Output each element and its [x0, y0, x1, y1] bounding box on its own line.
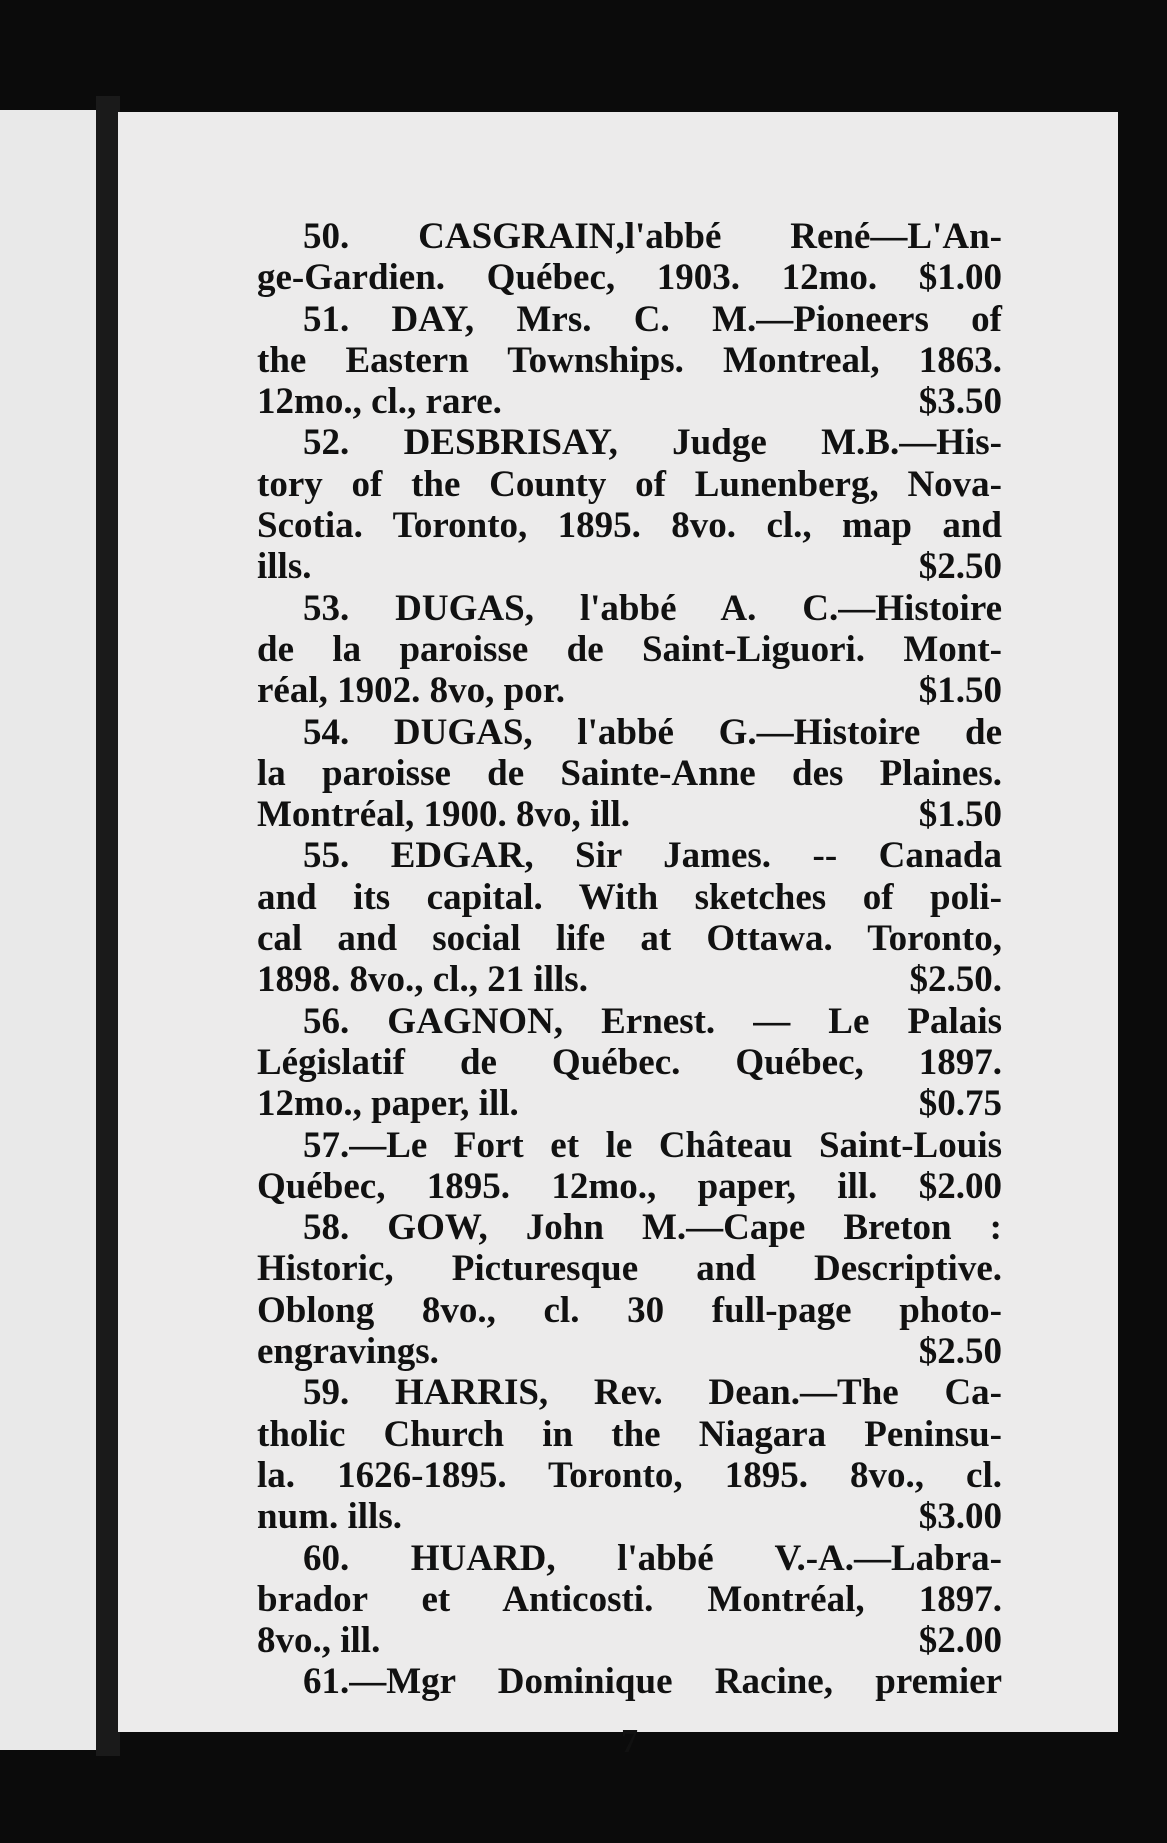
entry-heading-line: 53. DUGAS, l'abbé A. C.—Histoire	[303, 587, 1002, 629]
entry-price-line	[257, 1620, 1002, 1661]
entry-heading-line: 51. DAY, Mrs. C. M.—Pioneers of	[303, 298, 1002, 340]
catalogue-entry	[257, 712, 1002, 836]
catalogue-entry	[257, 1661, 1002, 1702]
entry-text-line: cal and social life at Ottawa. Toronto,	[257, 918, 1002, 960]
entry-price-line	[257, 670, 1002, 711]
entry-price: $2.00	[918, 1620, 1002, 1662]
entry-price: $0.75	[918, 1083, 1002, 1125]
entry-text-line: réal, 1902. 8vo, por.	[257, 670, 565, 712]
catalogue-entry	[257, 1372, 1002, 1537]
entry-price: $3.00	[918, 1496, 1002, 1538]
catalogue-entries	[257, 216, 1002, 1760]
entry-price-line	[257, 794, 1002, 835]
page-number: 7	[621, 1723, 638, 1760]
catalogue-entry	[257, 422, 1002, 587]
entry-text-line: 1898. 8vo., cl., 21 ills.	[257, 959, 588, 1001]
entry-heading-line: 50. CASGRAIN,l'abbé René—L'An-	[303, 216, 1002, 257]
entry-text-line: Oblong 8vo., cl. 30 full-page photo-	[257, 1289, 1002, 1331]
entry-heading-line: 56. GAGNON, Ernest. — Le Palais	[303, 1000, 1002, 1042]
entry-text-line: Historic, Picturesque and Descriptive.	[257, 1248, 1002, 1290]
catalogue-entry	[257, 1125, 1002, 1208]
entry-price: $2.50	[918, 546, 1002, 588]
left-page-edge	[0, 110, 110, 1750]
entry-heading-line: 60. HUARD, l'abbé V.-A.—Labra-	[303, 1537, 1002, 1579]
entry-price-line	[257, 381, 1002, 422]
entry-price: $1.50	[918, 670, 1002, 712]
entry-price: $2.50	[918, 1331, 1002, 1373]
book-spine	[96, 96, 120, 1756]
entry-text-line: tholic Church in the Niagara Peninsu-	[257, 1413, 1002, 1455]
entry-text-line: 12mo., cl., rare.	[257, 381, 502, 423]
entry-price-line	[257, 1331, 1002, 1372]
entry-text-line: brador et Anticosti. Montréal, 1897.	[257, 1578, 1002, 1620]
entry-price: $3.50	[918, 381, 1002, 423]
entry-price-line	[257, 546, 1002, 587]
entry-text-line: Montréal, 1900. 8vo, ill.	[257, 794, 631, 836]
entry-text-line: de la paroisse de Saint-Liguori. Mont-	[257, 628, 1002, 670]
catalogue-entry	[257, 588, 1002, 712]
catalogue-entry	[257, 1538, 1002, 1662]
entry-text-line: ge-Gardien. Québec, 1903. 12mo. $1.00	[257, 257, 1002, 299]
catalogue-entry	[257, 1001, 1002, 1125]
entry-text-line: Québec, 1895. 12mo., paper, ill. $2.00	[257, 1165, 1002, 1207]
entry-text-line: engravings.	[257, 1331, 439, 1373]
entry-price-line	[257, 1496, 1002, 1537]
entry-heading-line: 61.—Mgr Dominique Racine, premier	[303, 1661, 1002, 1703]
entry-text-line: Scotia. Toronto, 1895. 8vo. cl., map and	[257, 505, 1002, 547]
entry-price-line	[257, 1083, 1002, 1124]
entry-text-line: tory of the County of Lunenberg, Nova-	[257, 463, 1002, 505]
entry-heading-line: 55. EDGAR, Sir James. -- Canada	[303, 835, 1002, 877]
entry-text-line: 12mo., paper, ill.	[257, 1083, 519, 1125]
entry-text-line: la. 1626-1895. Toronto, 1895. 8vo., cl.	[257, 1454, 1002, 1496]
catalogue-entry	[257, 216, 1002, 299]
entry-heading-line: 54. DUGAS, l'abbé G.—Histoire de	[303, 711, 1002, 753]
entry-text-line: ills.	[257, 546, 312, 588]
entry-text-line: 8vo., ill.	[257, 1620, 381, 1662]
entry-price: $1.50	[918, 794, 1002, 836]
entry-text-line: the Eastern Townships. Montreal, 1863.	[257, 339, 1002, 381]
entry-heading-line: 58. GOW, John M.—Cape Breton :	[303, 1207, 1002, 1249]
entry-text-line: la paroisse de Sainte-Anne des Plaines.	[257, 752, 1002, 794]
entry-text-line: num. ills.	[257, 1496, 402, 1538]
entry-price: $2.50.	[909, 959, 1002, 1001]
entry-text-line: Législatif de Québec. Québec, 1897.	[257, 1041, 1002, 1083]
catalogue-entry	[257, 299, 1002, 423]
entry-text-line: and its capital. With sketches of poli-	[257, 876, 1002, 918]
entry-heading-line: 59. HARRIS, Rev. Dean.—The Ca-	[303, 1372, 1002, 1414]
catalogue-entry	[257, 835, 1002, 1000]
entry-heading-line: 57.—Le Fort et le Château Saint-Louis	[303, 1124, 1002, 1166]
entry-heading-line: 52. DESBRISAY, Judge M.B.—His-	[303, 422, 1002, 464]
entry-price-line	[257, 959, 1002, 1000]
catalogue-entry	[257, 1207, 1002, 1372]
